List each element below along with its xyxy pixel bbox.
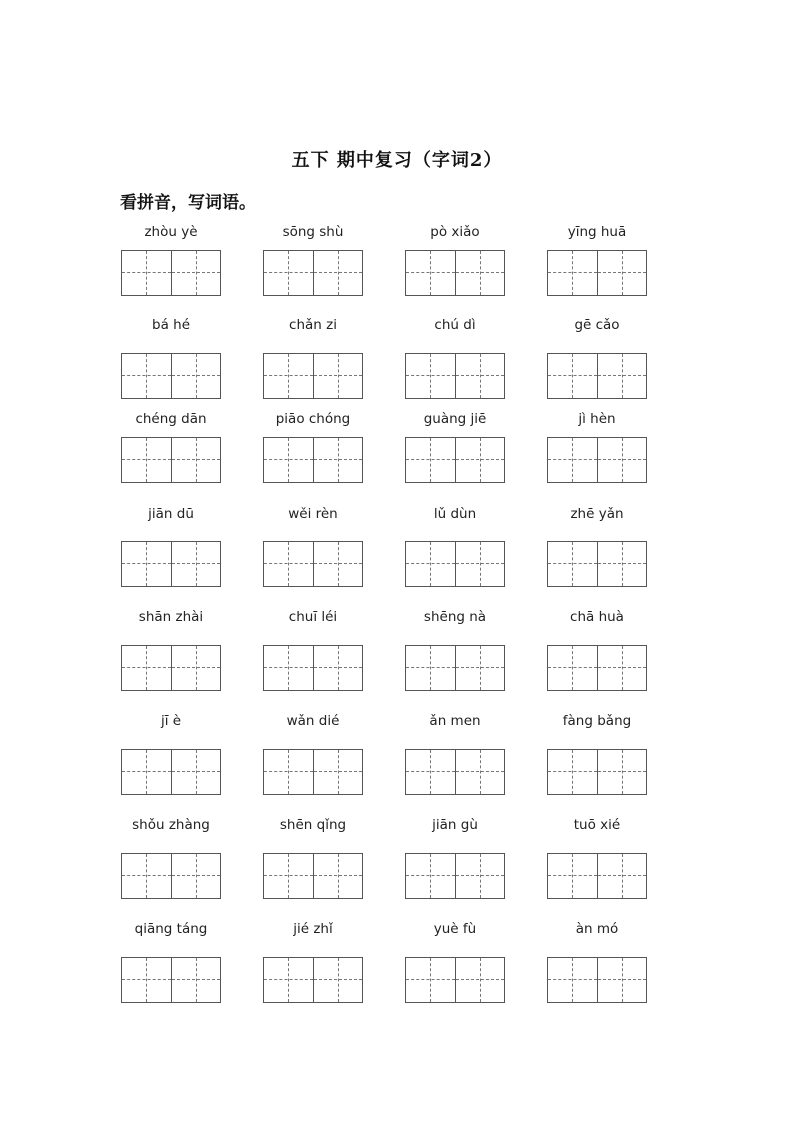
tianzige-box[interactable] (406, 854, 455, 898)
pinyin-label: piāo chóng (275, 411, 351, 427)
writing-boxes[interactable] (121, 853, 221, 899)
tianzige-box[interactable] (406, 354, 455, 398)
pinyin-label: jiān gù (432, 817, 478, 833)
writing-boxes[interactable] (263, 957, 363, 1003)
pinyin-label: gē cǎo (574, 317, 620, 333)
tianzige-box[interactable] (171, 646, 220, 690)
writing-boxes[interactable] (121, 353, 221, 399)
writing-boxes[interactable] (405, 353, 505, 399)
tianzige-box[interactable] (122, 750, 171, 794)
tianzige-box[interactable] (313, 251, 362, 295)
tianzige-box[interactable] (264, 854, 313, 898)
tianzige-box[interactable] (455, 646, 504, 690)
tianzige-box[interactable] (548, 251, 597, 295)
pinyin-label: zhòu yè (144, 224, 198, 240)
tianzige-box[interactable] (122, 958, 171, 1002)
writing-boxes[interactable] (121, 541, 221, 587)
pinyin-label: chú dì (434, 317, 476, 333)
tianzige-box[interactable] (122, 354, 171, 398)
pinyin-label: fàng bǎng (562, 713, 632, 729)
writing-boxes[interactable] (121, 437, 221, 483)
tianzige-box[interactable] (313, 958, 362, 1002)
tianzige-box[interactable] (171, 854, 220, 898)
tianzige-box[interactable] (122, 438, 171, 482)
tianzige-box[interactable] (313, 438, 362, 482)
pinyin-label: chuī léi (288, 609, 338, 625)
tianzige-box[interactable] (548, 958, 597, 1002)
writing-boxes[interactable] (263, 541, 363, 587)
pinyin-label: shān zhài (138, 609, 204, 625)
tianzige-box[interactable] (597, 750, 646, 794)
writing-boxes[interactable] (547, 645, 647, 691)
writing-boxes[interactable] (263, 749, 363, 795)
pinyin-label: lǔ dùn (433, 506, 477, 522)
pinyin-label: shǒu zhàng (132, 817, 210, 833)
pinyin-label: guàng jiē (423, 411, 487, 427)
tianzige-box[interactable] (548, 542, 597, 586)
tianzige-box[interactable] (171, 251, 220, 295)
tianzige-box[interactable] (313, 646, 362, 690)
pinyin-label: shēng nà (423, 609, 487, 625)
tianzige-box[interactable] (548, 854, 597, 898)
pinyin-label: yuè fù (433, 921, 477, 937)
tianzige-box[interactable] (455, 251, 504, 295)
tianzige-box[interactable] (122, 542, 171, 586)
pinyin-label: bá hé (152, 317, 190, 333)
tianzige-box[interactable] (122, 646, 171, 690)
pinyin-label: zhē yǎn (570, 506, 624, 522)
pinyin-label: pò xiǎo (430, 224, 480, 240)
tianzige-box[interactable] (406, 251, 455, 295)
pinyin-label: wěi rèn (288, 506, 338, 522)
tianzige-box[interactable] (313, 750, 362, 794)
page-title: 五下 期中复习（字词2） (291, 150, 503, 171)
tianzige-box[interactable] (406, 958, 455, 1002)
tianzige-box[interactable] (171, 354, 220, 398)
writing-boxes[interactable] (547, 250, 647, 296)
tianzige-box[interactable] (264, 646, 313, 690)
pinyin-label: jiān dū (148, 506, 194, 522)
writing-boxes[interactable] (121, 749, 221, 795)
writing-boxes[interactable] (263, 853, 363, 899)
pinyin-label: yīng huā (567, 224, 627, 240)
tianzige-box[interactable] (597, 854, 646, 898)
tianzige-box[interactable] (264, 750, 313, 794)
tianzige-box[interactable] (171, 542, 220, 586)
tianzige-box[interactable] (455, 958, 504, 1002)
writing-boxes[interactable] (263, 437, 363, 483)
tianzige-box[interactable] (171, 750, 220, 794)
writing-boxes[interactable] (121, 645, 221, 691)
writing-boxes[interactable] (547, 853, 647, 899)
writing-boxes[interactable] (547, 957, 647, 1003)
tianzige-box[interactable] (597, 354, 646, 398)
writing-boxes[interactable] (263, 353, 363, 399)
writing-boxes[interactable] (547, 541, 647, 587)
tianzige-box[interactable] (171, 958, 220, 1002)
tianzige-box[interactable] (406, 750, 455, 794)
tianzige-box[interactable] (455, 354, 504, 398)
tianzige-box[interactable] (171, 438, 220, 482)
pinyin-label: wǎn dié (286, 713, 340, 729)
tianzige-box[interactable] (455, 542, 504, 586)
tianzige-box[interactable] (455, 438, 504, 482)
tianzige-box[interactable] (406, 646, 455, 690)
pinyin-label: sōng shù (282, 224, 344, 240)
writing-boxes[interactable] (405, 957, 505, 1003)
tianzige-box[interactable] (548, 750, 597, 794)
writing-boxes[interactable] (405, 645, 505, 691)
pinyin-label: chǎn zi (289, 317, 337, 333)
writing-boxes[interactable] (263, 250, 363, 296)
tianzige-box[interactable] (597, 542, 646, 586)
pinyin-label: jī è (160, 713, 182, 729)
tianzige-box[interactable] (406, 542, 455, 586)
tianzige-box[interactable] (597, 958, 646, 1002)
pinyin-label: chā huà (570, 609, 624, 625)
pinyin-label: jié zhǐ (293, 921, 333, 937)
writing-boxes[interactable] (547, 353, 647, 399)
writing-boxes[interactable] (263, 645, 363, 691)
tianzige-box[interactable] (455, 750, 504, 794)
tianzige-box[interactable] (313, 354, 362, 398)
tianzige-box[interactable] (597, 646, 646, 690)
pinyin-label: àn mó (575, 921, 619, 937)
pinyin-label: ǎn men (429, 713, 481, 729)
tianzige-box[interactable] (264, 958, 313, 1002)
pinyin-label: tuō xié (573, 817, 621, 833)
pinyin-label: qiāng táng (134, 921, 208, 937)
writing-boxes[interactable] (121, 250, 221, 296)
tianzige-box[interactable] (264, 251, 313, 295)
writing-boxes[interactable] (547, 437, 647, 483)
writing-boxes[interactable] (405, 541, 505, 587)
tianzige-box[interactable] (597, 251, 646, 295)
tianzige-box[interactable] (264, 542, 313, 586)
pinyin-label: shēn qǐng (279, 817, 347, 833)
tianzige-box[interactable] (122, 854, 171, 898)
writing-boxes[interactable] (405, 437, 505, 483)
writing-boxes[interactable] (121, 957, 221, 1003)
writing-boxes[interactable] (405, 853, 505, 899)
writing-boxes[interactable] (405, 250, 505, 296)
tianzige-box[interactable] (548, 646, 597, 690)
tianzige-box[interactable] (264, 354, 313, 398)
pinyin-label: jì hèn (578, 411, 616, 427)
tianzige-box[interactable] (597, 438, 646, 482)
tianzige-box[interactable] (548, 354, 597, 398)
tianzige-box[interactable] (122, 251, 171, 295)
tianzige-box[interactable] (313, 854, 362, 898)
instruction-heading: 看拼音，写词语。 (120, 193, 256, 213)
writing-boxes[interactable] (405, 749, 505, 795)
tianzige-box[interactable] (455, 854, 504, 898)
writing-boxes[interactable] (547, 749, 647, 795)
tianzige-box[interactable] (548, 438, 597, 482)
tianzige-box[interactable] (313, 542, 362, 586)
tianzige-box[interactable] (406, 438, 455, 482)
tianzige-box[interactable] (264, 438, 313, 482)
pinyin-label: chéng dān (135, 411, 207, 427)
